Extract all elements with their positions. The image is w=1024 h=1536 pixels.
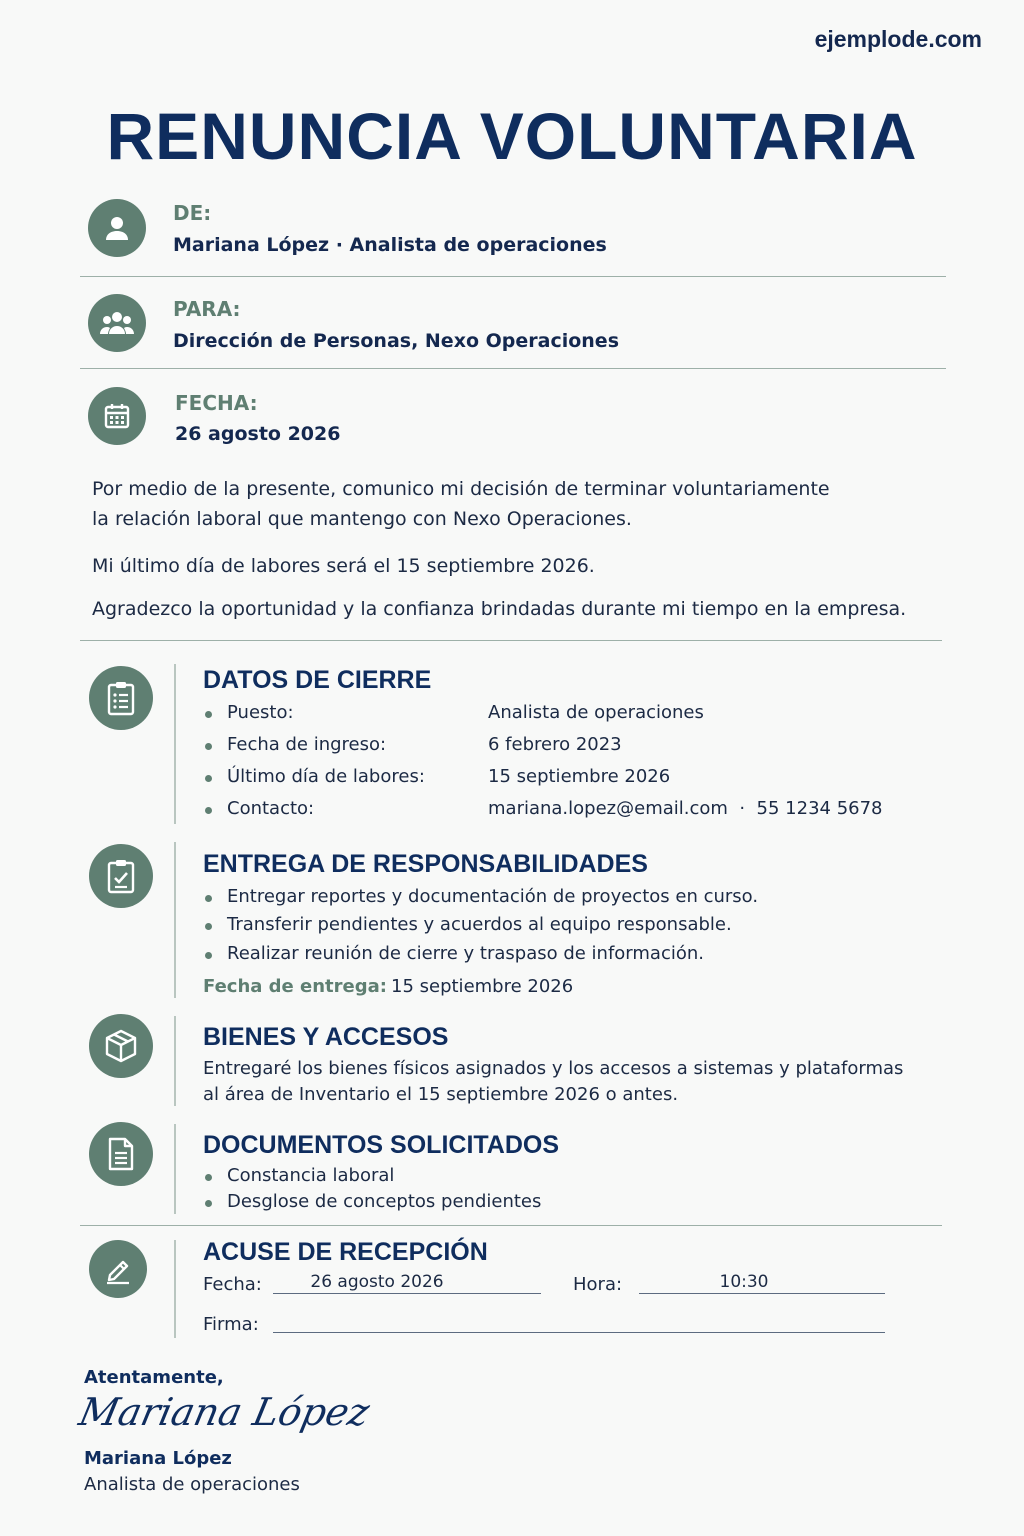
section-rule [174,1124,176,1214]
receipt-date-label: Fecha: [203,1274,262,1295]
receipt-date-line [273,1293,541,1294]
closing-data-value: 15 septiembre 2026 [488,766,671,787]
closing-data-label: Contacto: [203,798,314,819]
clipboard-list-icon [89,666,153,730]
from-label: DE: [173,201,212,225]
body-paragraph-1-line-2: la relación laboral que mantengo con Nexo Operaciones. [92,508,632,530]
closing-data-label: Puesto: [203,702,294,723]
divider [80,368,946,369]
to-value: Dirección de Personas, Nexo Operaciones [173,330,619,352]
site-brand: ejemplode.com [814,26,982,52]
section-title-entrega: ENTREGA DE RESPONSABILIDADES [203,850,648,878]
divider [80,640,942,641]
closing-salutation: Atentamente, [84,1367,224,1388]
body-paragraph-2: Mi último día de labores será el 15 septiembre 2026. [92,555,595,577]
section-rule [174,1016,176,1106]
document-title: RENUNCIA VOLUNTARIA [106,99,918,173]
group-icon [88,294,146,352]
from-value: Mariana López · Analista de operaciones [173,234,607,256]
body-paragraph-3: Agradezco la oportunidad y la confianza brindadas durante mi tiempo en la empresa. [92,598,907,620]
date-label: FECHA: [175,391,258,415]
assets-text-line-2: al área de Inventario el 15 septiembre 2026 o antes. [203,1084,679,1105]
list-item: Transferir pendientes y acuerdos al equipo responsable. [203,914,732,935]
receipt-time-label: Hora: [573,1274,623,1295]
receipt-time-value: 10:30 [719,1272,769,1292]
section-title-datos-cierre: DATOS DE CIERRE [203,666,432,694]
section-rule [174,1240,176,1338]
section-rule [174,842,176,998]
list-item: Desglose de conceptos pendientes [203,1191,541,1212]
signer-role: Analista de operaciones [84,1474,300,1495]
body-paragraph-1-line-1: Por medio de la presente, comunico mi decisión de terminar voluntariamente [92,478,830,500]
document-icon [89,1122,153,1186]
closing-data-value: 6 febrero 2023 [488,734,622,755]
box-icon [89,1014,153,1078]
to-label: PARA: [173,297,241,321]
section-title-bienes: BIENES Y ACCESOS [203,1023,449,1051]
signer-name: Mariana López [84,1448,232,1469]
list-item: Constancia laboral [203,1165,394,1186]
delivery-date-label: Fecha de entrega: [203,976,387,997]
divider [80,1225,942,1226]
list-item: Entregar reportes y documentación de proyectos en curso. [203,886,758,907]
receipt-date-value: 26 agosto 2026 [310,1272,444,1292]
user-icon [88,199,146,257]
receipt-signature-label: Firma: [203,1314,259,1335]
divider [80,276,946,277]
receipt-signature-line [273,1332,885,1333]
list-item: Realizar reunión de cierre y traspaso de información. [203,943,704,964]
date-value: 26 agosto 2026 [175,423,341,445]
handwritten-signature: Mariana López [75,1390,374,1434]
receipt-time-line [639,1293,885,1294]
section-title-acuse: ACUSE DE RECEPCIÓN [203,1238,488,1266]
closing-data-label: Fecha de ingreso: [203,734,386,755]
section-rule [174,664,176,824]
calendar-icon [88,387,146,445]
assets-text-line-1: Entregaré los bienes físicos asignados y los accesos a sistemas y plataformas [203,1058,904,1079]
clipboard-check-icon [89,844,153,908]
closing-data-value: mariana.lopez@email.com · 55 1234 5678 [488,798,883,819]
closing-data-label: Último día de labores: [203,766,425,787]
section-title-documentos: DOCUMENTOS SOLICITADOS [203,1131,560,1159]
closing-data-value: Analista de operaciones [488,702,704,723]
delivery-date-value: 15 septiembre 2026 [391,976,574,997]
pen-icon [89,1240,147,1298]
